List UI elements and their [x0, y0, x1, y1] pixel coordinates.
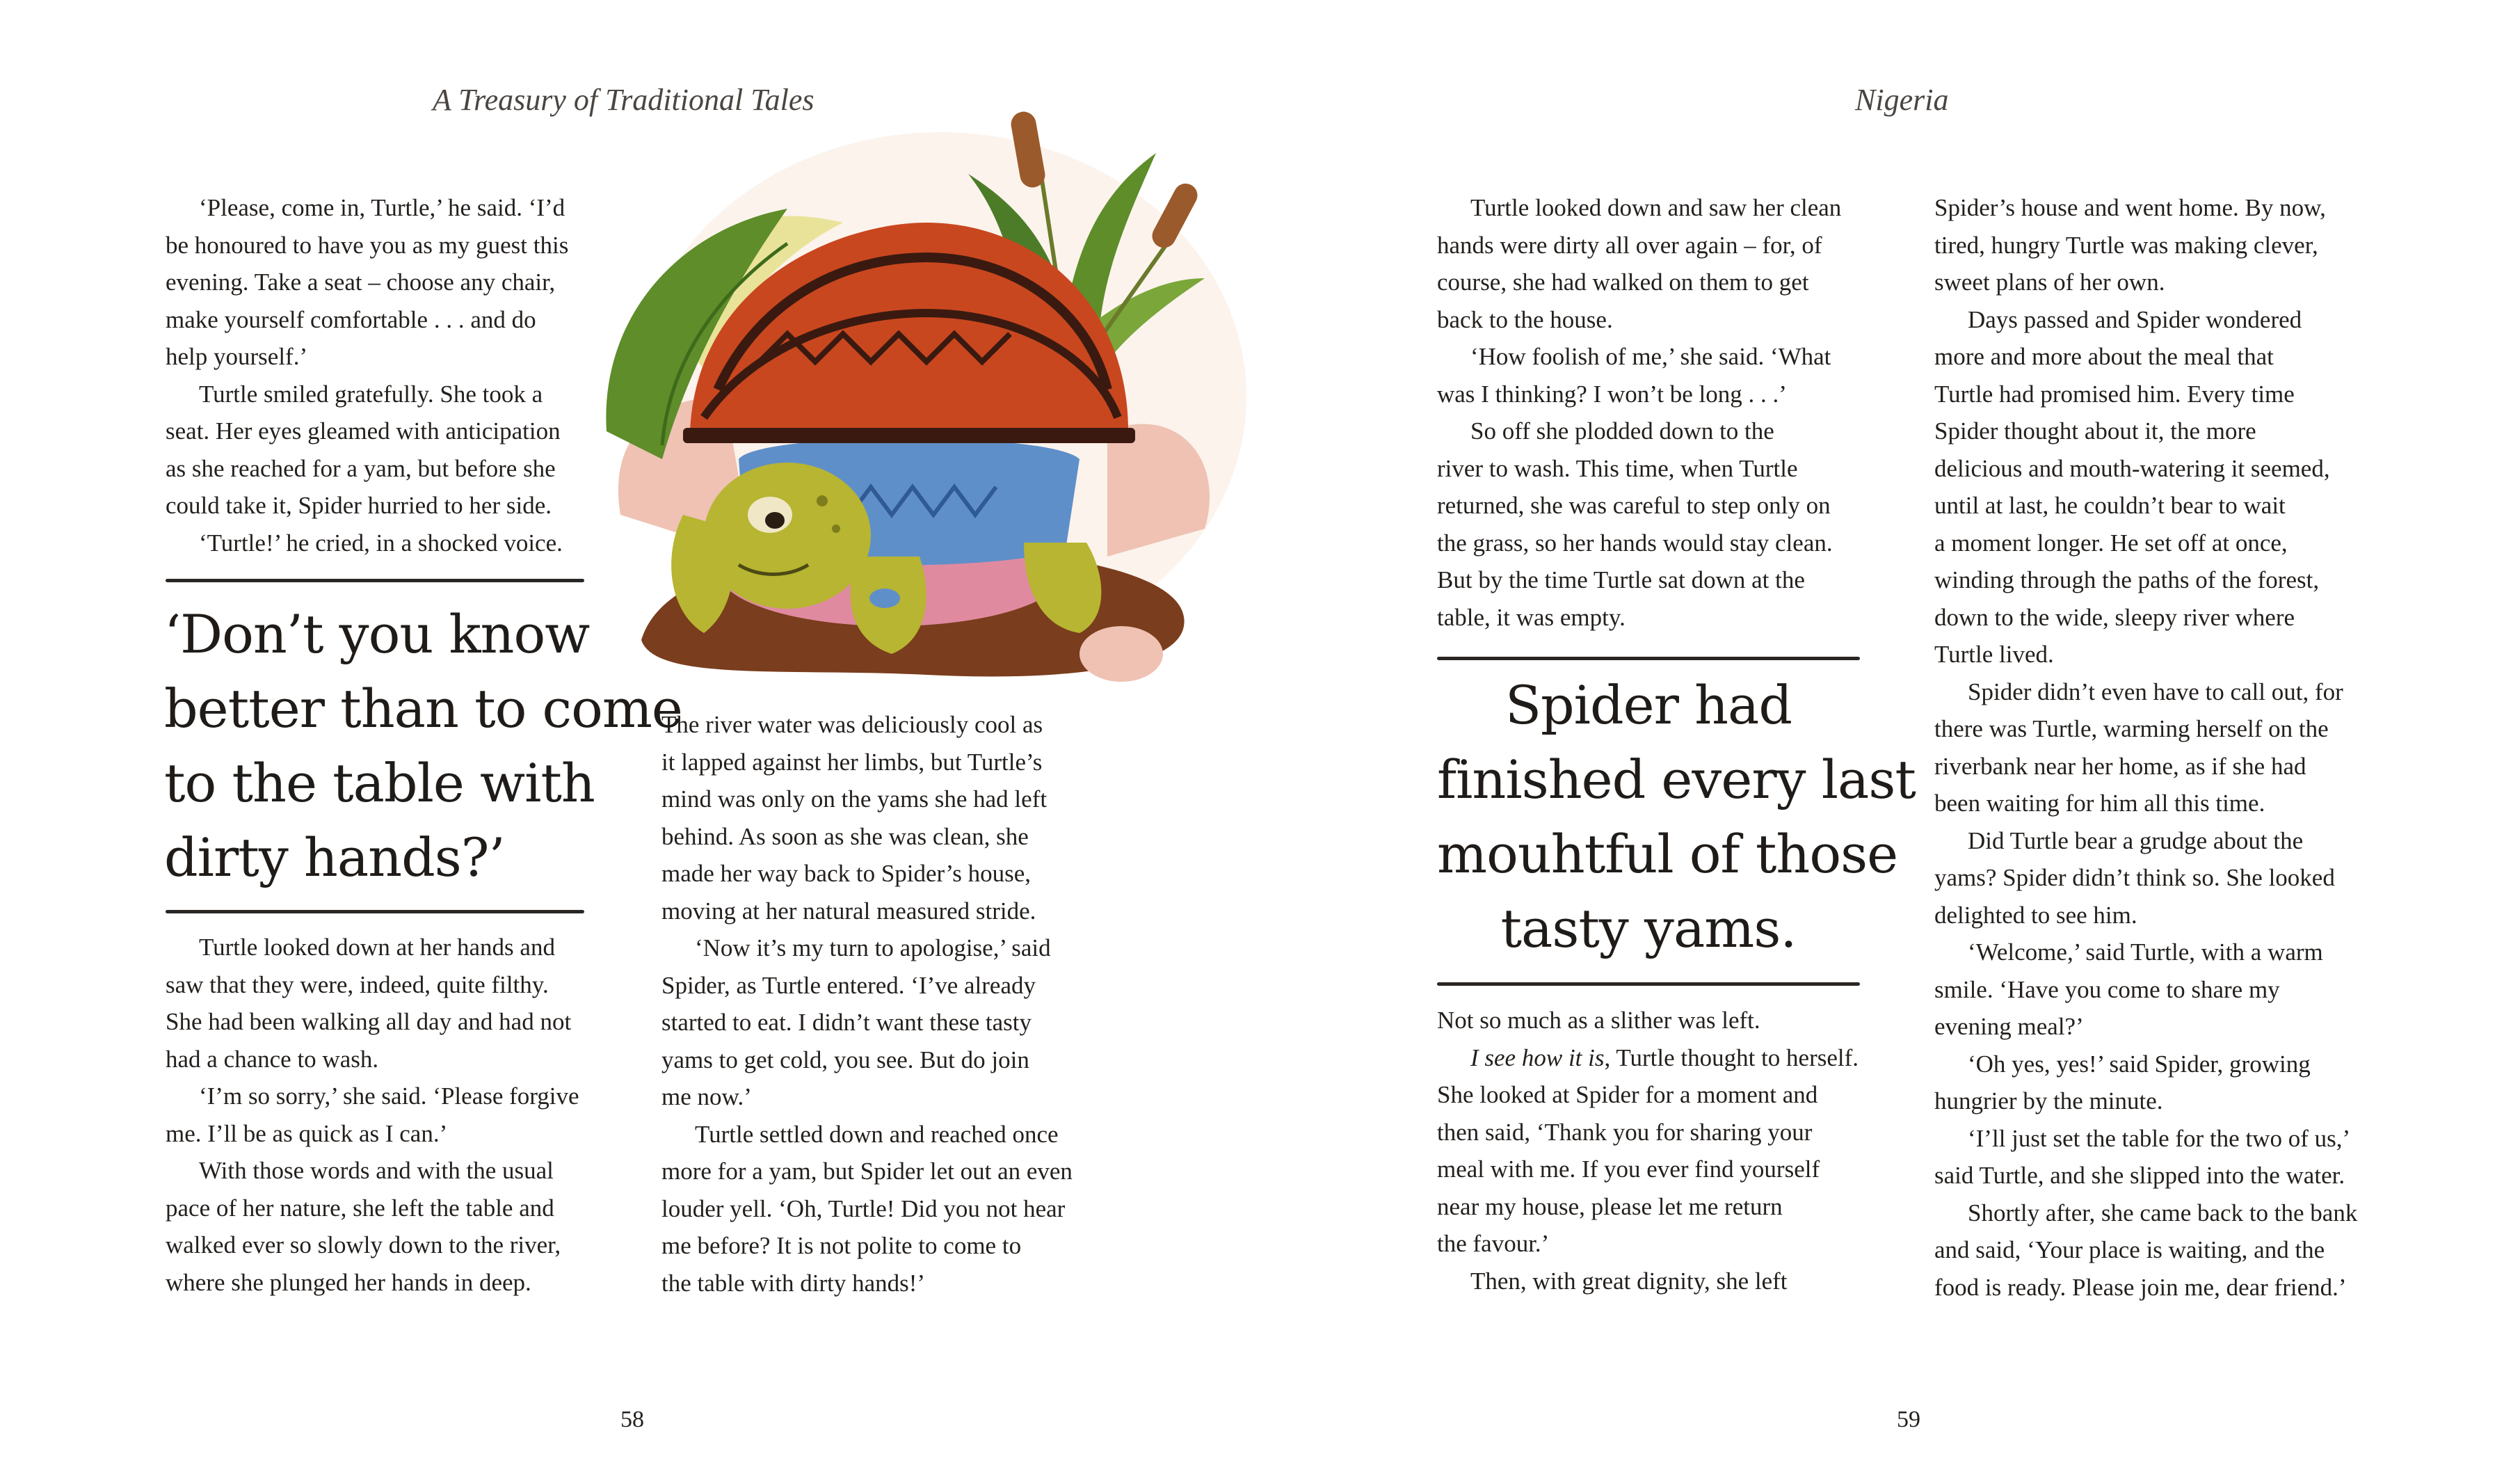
text-line-content: Turtle lived. [1934, 641, 2054, 668]
text-line [1437, 189, 1889, 227]
text-line [661, 855, 1114, 893]
text-line-content: hungrier by the minute. [1934, 1087, 2163, 1114]
text-line-content: more for a yam, but Spider let out an even [661, 1158, 1073, 1185]
text-line-content: the table with dirty hands!’ [661, 1269, 926, 1297]
pull-quote-line: tasty yams. [1500, 897, 1797, 959]
running-head-left: A Treasury of Traditional Tales [433, 83, 814, 117]
pull-quote-bottom-rule [166, 910, 584, 913]
text-line [1437, 338, 1889, 376]
text-line-content: near my house, please let me return [1437, 1192, 1783, 1220]
text-line-content: ‘I’m so sorry,’ she said. ‘Please forgive [199, 1082, 579, 1110]
text-line [166, 1264, 618, 1302]
text-line-content: more and more about the meal that [1934, 343, 2274, 370]
text-line-content: The river water was deliciously cool as [661, 711, 1043, 738]
text-line-content: table, it was empty. [1437, 603, 1626, 631]
text-line-content: Spider didn’t even have to call out, for [1968, 678, 2343, 705]
text-line [166, 413, 618, 450]
right-col2-text [1934, 189, 2386, 1306]
pull-quote-line: better than to come [164, 678, 682, 740]
text-line [1934, 525, 2386, 562]
pull-quote-line: Spider had [1504, 674, 1792, 736]
text-line-content: pace of her nature, she left the table and [166, 1194, 554, 1222]
text-line-content: said Turtle, and she slipped into the water. [1934, 1162, 2345, 1189]
text-line-content: tired, hungry Turtle was making clever, [1934, 231, 2318, 259]
text-line [1934, 338, 2386, 376]
pull-quote-line: ‘Don’t you know [164, 603, 590, 665]
text-line-content: make yourself comfortable . . . and do [166, 305, 536, 333]
page-number-right: 59 [1897, 1407, 1920, 1432]
text-line [1934, 264, 2386, 301]
pull-quote-top-rule [166, 579, 584, 582]
text-line-content: hands were dirty all over again – for, of [1437, 231, 1822, 259]
text-line-content: Then, with great dignity, she left [1470, 1267, 1788, 1295]
pull-quote-right-bottom-rule [1437, 982, 1860, 986]
text-line-content: winding through the paths of the forest, [1934, 566, 2320, 593]
text-line-content: She had been walking all day and had not [166, 1008, 572, 1035]
text-line-content: Spider thought about it, the more [1934, 417, 2256, 445]
text-line [166, 264, 618, 301]
text-line [661, 1190, 1114, 1228]
text-line [1437, 1076, 1889, 1114]
text-line-content: ‘I’ll just set the table for the two of us,’ [1968, 1124, 2351, 1152]
text-line-content: me before? It is not polite to come to [661, 1232, 1022, 1259]
text-line [661, 1227, 1114, 1265]
text-line [1934, 1046, 2386, 1083]
text-line [1437, 376, 1889, 413]
text-line [166, 1190, 618, 1227]
text-line-content: evening meal?’ [1934, 1013, 2084, 1040]
text-line [661, 967, 1114, 1005]
text-line [1934, 822, 2386, 860]
text-line [166, 966, 618, 1004]
text-line [1437, 525, 1889, 562]
text-line-content: was I thinking? I won’t be long . . .’ [1437, 380, 1787, 408]
text-line [1934, 1120, 2386, 1158]
text-line-content: ‘Please, come in, Turtle,’ he said. ‘I’d [199, 194, 565, 221]
text-line-content: as she reached for a yam, but before she [166, 454, 556, 482]
text-line [166, 1003, 618, 1041]
text-line-content: Turtle looked down at her hands and [199, 934, 555, 961]
text-line-content: made her way back to Spider’s house, [661, 860, 1032, 887]
text-line-content: But by the time Turtle sat down at the [1437, 566, 1805, 593]
text-line-content: ‘Turtle!’ he cried, in a shocked voice. [199, 529, 563, 557]
text-line-content: it lapped against her limbs, but Turtle’s [661, 748, 1043, 776]
page-number-left: 58 [620, 1407, 644, 1432]
text-line [1934, 487, 2386, 525]
text-line-content: ‘How foolish of me,’ she said. ‘What [1470, 343, 1831, 370]
text-line [661, 1041, 1114, 1079]
text-line [661, 818, 1114, 856]
text-line-content: the grass, so her hands would stay clean. [1437, 529, 1833, 557]
text-line [1934, 227, 2386, 264]
text-line [1934, 859, 2386, 897]
text-line [1437, 227, 1889, 264]
text-line [1934, 785, 2386, 822]
text-line-content: Spider, as Turtle entered. ‘I’ve already [661, 971, 1036, 999]
leg-spot [869, 589, 900, 608]
text-line [1934, 748, 2386, 785]
turtle-pupil [765, 512, 785, 529]
text-line [1934, 1157, 2386, 1194]
text-line [1934, 1231, 2386, 1269]
text-line [1934, 301, 2386, 339]
pebble [1080, 626, 1163, 682]
right-page [1260, 0, 2520, 1479]
text-line [661, 893, 1114, 930]
text-line-content: help yourself.’ [166, 343, 308, 370]
text-line [1437, 264, 1889, 301]
text-line-content: Turtle had promised him. Every time [1934, 380, 2295, 408]
text-line-content: started to eat. I didn’t want these tasty [661, 1009, 1032, 1036]
text-line [1437, 1151, 1889, 1188]
text-line-content: So off she plodded down to the [1470, 417, 1774, 445]
text-line-content: there was Turtle, warming herself on the [1934, 715, 2329, 742]
text-line [166, 1152, 618, 1190]
text-line-content: me. I’ll be as quick as I can.’ [166, 1119, 448, 1147]
text-line-content: delicious and mouth-watering it seemed, [1934, 454, 2330, 482]
text-line [1934, 673, 2386, 711]
text-line [166, 338, 618, 376]
text-line-content: yams? Spider didn’t think so. She looked [1934, 864, 2335, 891]
text-line [1437, 561, 1889, 599]
turtle-illustration-svg [579, 70, 1267, 710]
right-col1-bottom-text [1437, 1002, 1889, 1300]
text-line-content: until at last, he couldn’t bear to wait [1934, 492, 2286, 519]
text-line [661, 929, 1114, 967]
text-line [166, 1041, 618, 1078]
turtle-illustration [579, 70, 1267, 710]
text-line-content: and said, ‘Your place is waiting, and the [1934, 1236, 2325, 1263]
text-line-content: where she plunged her hands in deep. [166, 1268, 531, 1296]
text-line-content: food is ready. Please join me, dear friend.’ [1934, 1273, 2347, 1301]
text-line [1934, 189, 2386, 227]
text-line [1934, 710, 2386, 748]
text-line [1437, 450, 1889, 488]
left-col1-top-text [166, 189, 618, 561]
text-line-content: She looked at Spider for a moment and [1437, 1081, 1818, 1108]
text-line [1934, 1082, 2386, 1120]
text-line [166, 450, 618, 488]
right-col1-top-text [1437, 189, 1889, 636]
text-line [166, 1078, 618, 1115]
head-spot-1 [817, 495, 828, 506]
text-line-content: ‘Oh yes, yes!’ said Spider, growing [1968, 1050, 2311, 1078]
text-line [166, 525, 618, 562]
text-line [166, 189, 618, 227]
text-line [1934, 561, 2386, 599]
text-line [661, 1153, 1114, 1190]
text-line-content: Turtle smiled gratefully. She took a [199, 380, 543, 408]
text-line-content: back to the house. [1437, 305, 1613, 333]
text-line-content: smile. ‘Have you come to share my [1934, 975, 2280, 1003]
text-line [166, 487, 618, 525]
pull-quote-right [1437, 668, 1916, 966]
text-line [1437, 487, 1889, 525]
left-col1-bottom-text [166, 929, 618, 1301]
text-line [1934, 450, 2386, 488]
text-line-content: mind was only on the yams she had left [661, 785, 1048, 813]
text-line-content: could take it, Spider hurried to her side. [166, 492, 552, 519]
pull-quote-line: dirty hands?’ [164, 826, 505, 888]
text-line [1934, 599, 2386, 637]
text-line-content: a moment longer. He set off at once, [1934, 529, 2288, 557]
text-line [1934, 413, 2386, 450]
text-line [661, 1265, 1114, 1302]
text-line-content: ‘Now it’s my turn to apologise,’ said [695, 934, 1051, 961]
text-line-content: been waiting for him all this time. [1934, 790, 2265, 817]
text-line-content: behind. As soon as she was clean, she [661, 822, 1029, 850]
text-line-content: yams to get cold, you see. But do join [661, 1046, 1029, 1073]
text-line [661, 1078, 1114, 1116]
text-line-content: Not so much as a slither was left. [1437, 1007, 1760, 1034]
text-line-content: , Turtle thought to herself. [1604, 1044, 1859, 1071]
text-line-content: Did Turtle bear a grudge about the [1968, 826, 2304, 854]
text-line-content: down to the wide, sleepy river where [1934, 603, 2295, 631]
text-line [166, 1115, 618, 1153]
text-line-content: then said, ‘Thank you for sharing your [1437, 1118, 1813, 1146]
text-line-content: evening. Take a seat – choose any chair, [166, 269, 556, 296]
text-line-content: meal with me. If you ever find yourself [1437, 1156, 1820, 1183]
text-line-content: walked ever so slowly down to the river, [166, 1231, 561, 1258]
text-line-content: moving at her natural measured stride. [661, 897, 1036, 925]
text-line [1437, 1225, 1889, 1263]
text-line [166, 1226, 618, 1264]
text-line-content: be honoured to have you as my guest this [166, 231, 569, 259]
text-line [661, 1116, 1114, 1153]
text-line [1934, 376, 2386, 413]
text-line [1437, 301, 1889, 339]
text-line [1437, 413, 1889, 450]
text-line-content: Turtle looked down and saw her clean [1470, 194, 1842, 221]
text-line-content: saw that they were, indeed, quite filthy. [166, 970, 549, 998]
text-line [1437, 1188, 1889, 1226]
text-line-content: returned, she was careful to step only on [1437, 492, 1831, 519]
text-line-content: Spider’s house and went home. By now, [1934, 194, 2326, 221]
text-line [1437, 599, 1889, 637]
text-line [661, 744, 1114, 781]
text-line [1437, 1263, 1889, 1300]
text-line [1934, 934, 2386, 971]
text-line-content: had a chance to wash. [166, 1045, 379, 1073]
text-line-content: Turtle settled down and reached once [695, 1120, 1059, 1148]
text-line [1934, 897, 2386, 934]
text-line [1437, 1002, 1889, 1039]
text-line [166, 227, 618, 264]
text-line [661, 706, 1114, 744]
text-line-content: riverbank near her home, as if she had [1934, 752, 2306, 780]
pull-quote-line: mouhtful of those [1437, 823, 1898, 885]
text-line-content: louder yell. ‘Oh, Turtle! Did you not hear [661, 1194, 1066, 1222]
text-line-content: ‘Welcome,’ said Turtle, with a warm [1968, 938, 2323, 966]
pull-quote-line: to the table with [164, 752, 595, 814]
text-line [1437, 1039, 1889, 1077]
head-spot-2 [832, 525, 840, 533]
text-line-content: seat. Her eyes gleamed with anticipation [166, 417, 561, 445]
text-line [1934, 1008, 2386, 1046]
italic-text: I see how it is [1470, 1044, 1605, 1071]
text-line-content: With those words and with the usual [199, 1157, 554, 1184]
text-line [1437, 1114, 1889, 1151]
text-line [1934, 971, 2386, 1009]
text-line-content: delighted to see him. [1934, 901, 2137, 929]
text-line-content: Shortly after, she came back to the bank [1968, 1199, 2358, 1226]
shell-rim [683, 428, 1135, 443]
text-line [661, 1004, 1114, 1041]
running-head-right: Nigeria [1855, 83, 1949, 117]
pull-quote-line: finished every last [1437, 749, 1916, 810]
text-line-content: me now.’ [661, 1083, 752, 1110]
text-line [166, 301, 618, 339]
left-col2-text [661, 706, 1114, 1302]
text-line [1934, 1269, 2386, 1306]
text-line-content: course, she had walked on them to get [1437, 269, 1809, 296]
pull-quote-right-top-rule [1437, 657, 1860, 660]
text-line [1934, 1194, 2386, 1232]
text-line [1934, 636, 2386, 673]
text-line-content: river to wash. This time, when Turtle [1437, 454, 1798, 482]
text-line [661, 781, 1114, 818]
text-line [166, 929, 618, 966]
text-line [166, 376, 618, 413]
text-line-content: Days passed and Spider wondered [1968, 305, 2302, 333]
text-line-content: sweet plans of her own. [1934, 269, 2165, 296]
text-line-content: the favour.’ [1437, 1230, 1550, 1257]
